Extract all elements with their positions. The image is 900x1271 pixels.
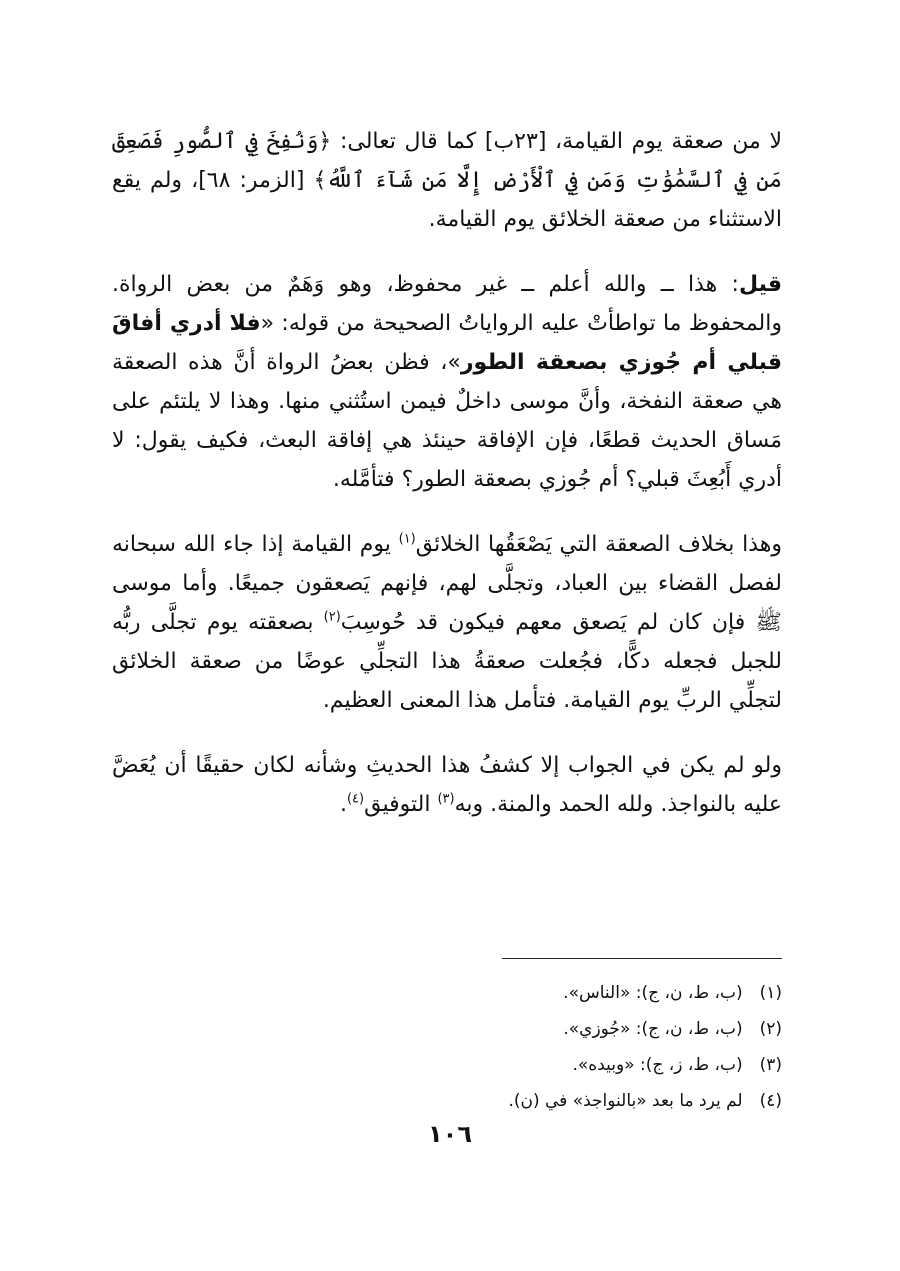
paragraph-3 bbox=[112, 525, 782, 720]
footnote-number: (٣) bbox=[759, 1055, 782, 1075]
footnote-ref-1[interactable]: (١) bbox=[398, 531, 416, 547]
text-segment: يوم القيامة إذا جاء الله سبحانه لفصل القضاء بين العباد، وتجلَّى لهم، فإنهم يَصعقون جميعًا. وأما موسى ﷺ فإن كان لم يَصعق معهم فيكون قد حُوسِبَ bbox=[112, 532, 783, 635]
text-segment: [الزمر: ٦٨]، ولم يقع الاستثناء من صعقة الخلائق يوم القيامة. bbox=[112, 168, 782, 232]
footnote-text: (ب، ط، ن، ج): «الناس». bbox=[563, 983, 743, 1003]
footnote-text: لم يرد ما بعد «بالنواجذ» في (ن). bbox=[508, 1091, 743, 1111]
text-segment: وهذا بخلاف الصعقة التي يَصْعَقُها الخلائق bbox=[415, 532, 782, 557]
footnote-4 bbox=[382, 1083, 782, 1119]
text-segment: : هذا ــ والله أعلم ــ غير محفوظ، وهو وَهَمٌ من بعض الرواة. والمحفوظ ما تواطأتْ عليه الرواياتُ الصحيحة من قوله: « bbox=[112, 272, 782, 336]
footnote-3 bbox=[382, 1047, 782, 1083]
quran-verse: ﴿وَنُفِخَ فِي ٱلصُّورِ فَصَعِقَ مَن فِي ٱلسَّمَٰوَٰتِ وَمَن فِي ٱلْأَرْضِ إِلَّا مَن شَآءَ ٱللَّهُ﴾ bbox=[112, 129, 782, 193]
text-segment: بصعقته يوم تجلَّى ربُّه للجبل فجعله دكًّا، فجُعلت صعقةُ هذا التجلِّي عوضًا من صعقة الخلائق لتجلِّي الربِّ يوم القيامة. فتأمل هذا المعنى العظيم. bbox=[112, 610, 782, 713]
text-segment: التوفيق bbox=[364, 792, 438, 817]
footnote-separator bbox=[502, 958, 782, 959]
text-segment: . bbox=[339, 792, 347, 817]
text-segment: لا من صعقة يوم القيامة، [٢٣ب] كما قال تعالى: bbox=[331, 129, 782, 154]
footnote-ref-3[interactable]: (٣) bbox=[437, 791, 455, 807]
footnote-number: (٢) bbox=[759, 1019, 782, 1039]
paragraph-4 bbox=[112, 746, 782, 824]
footnote-text: (ب، ط، ن، ج): «جُوزي». bbox=[563, 1019, 743, 1039]
footnote-1 bbox=[382, 975, 782, 1011]
footnotes bbox=[382, 975, 782, 1119]
footnote-text: (ب، ط، ز، ج): «وبيده». bbox=[572, 1055, 743, 1075]
text-segment: ولو لم يكن في الجواب إلا كشفُ هذا الحديثِ وشأنه لكان حقيقًا أن يُعَضَّ عليه بالنواجذ. ولله الحمد والمنة. وبه bbox=[112, 753, 782, 817]
footnote-ref-4[interactable]: (٤) bbox=[346, 791, 365, 807]
paragraph-1 bbox=[112, 122, 782, 239]
page-number: ١٠٦ bbox=[428, 1120, 472, 1148]
footnote-number: (١) bbox=[759, 983, 782, 1003]
qila-heading: قيل bbox=[738, 272, 782, 297]
text-segment: »، فظن بعضُ الرواة أنَّ هذه الصعقة هي صعقة النفخة، وأنَّ موسى داخلٌ فيمن استُثني منها. وهذا لا يلتئم على مَساق الحديث قطعًا، فإن الإفاقة حينئذ هي إفاقة البعث، فكيف يقول: لا أدري أَبُعِثَ قبلي؟ أم جُوزي بصعقة الطور؟ فتأمَّله. bbox=[112, 350, 782, 492]
footnote-ref-2[interactable]: (٢) bbox=[323, 609, 341, 625]
footnote-number: (٤) bbox=[759, 1091, 782, 1111]
hadith-quote: فلا أدري أفاقَ قبلي أم جُوزي بصعقة الطور bbox=[112, 311, 782, 375]
paragraph-2 bbox=[112, 265, 782, 499]
body-text bbox=[112, 122, 782, 824]
footnote-2 bbox=[382, 1011, 782, 1047]
